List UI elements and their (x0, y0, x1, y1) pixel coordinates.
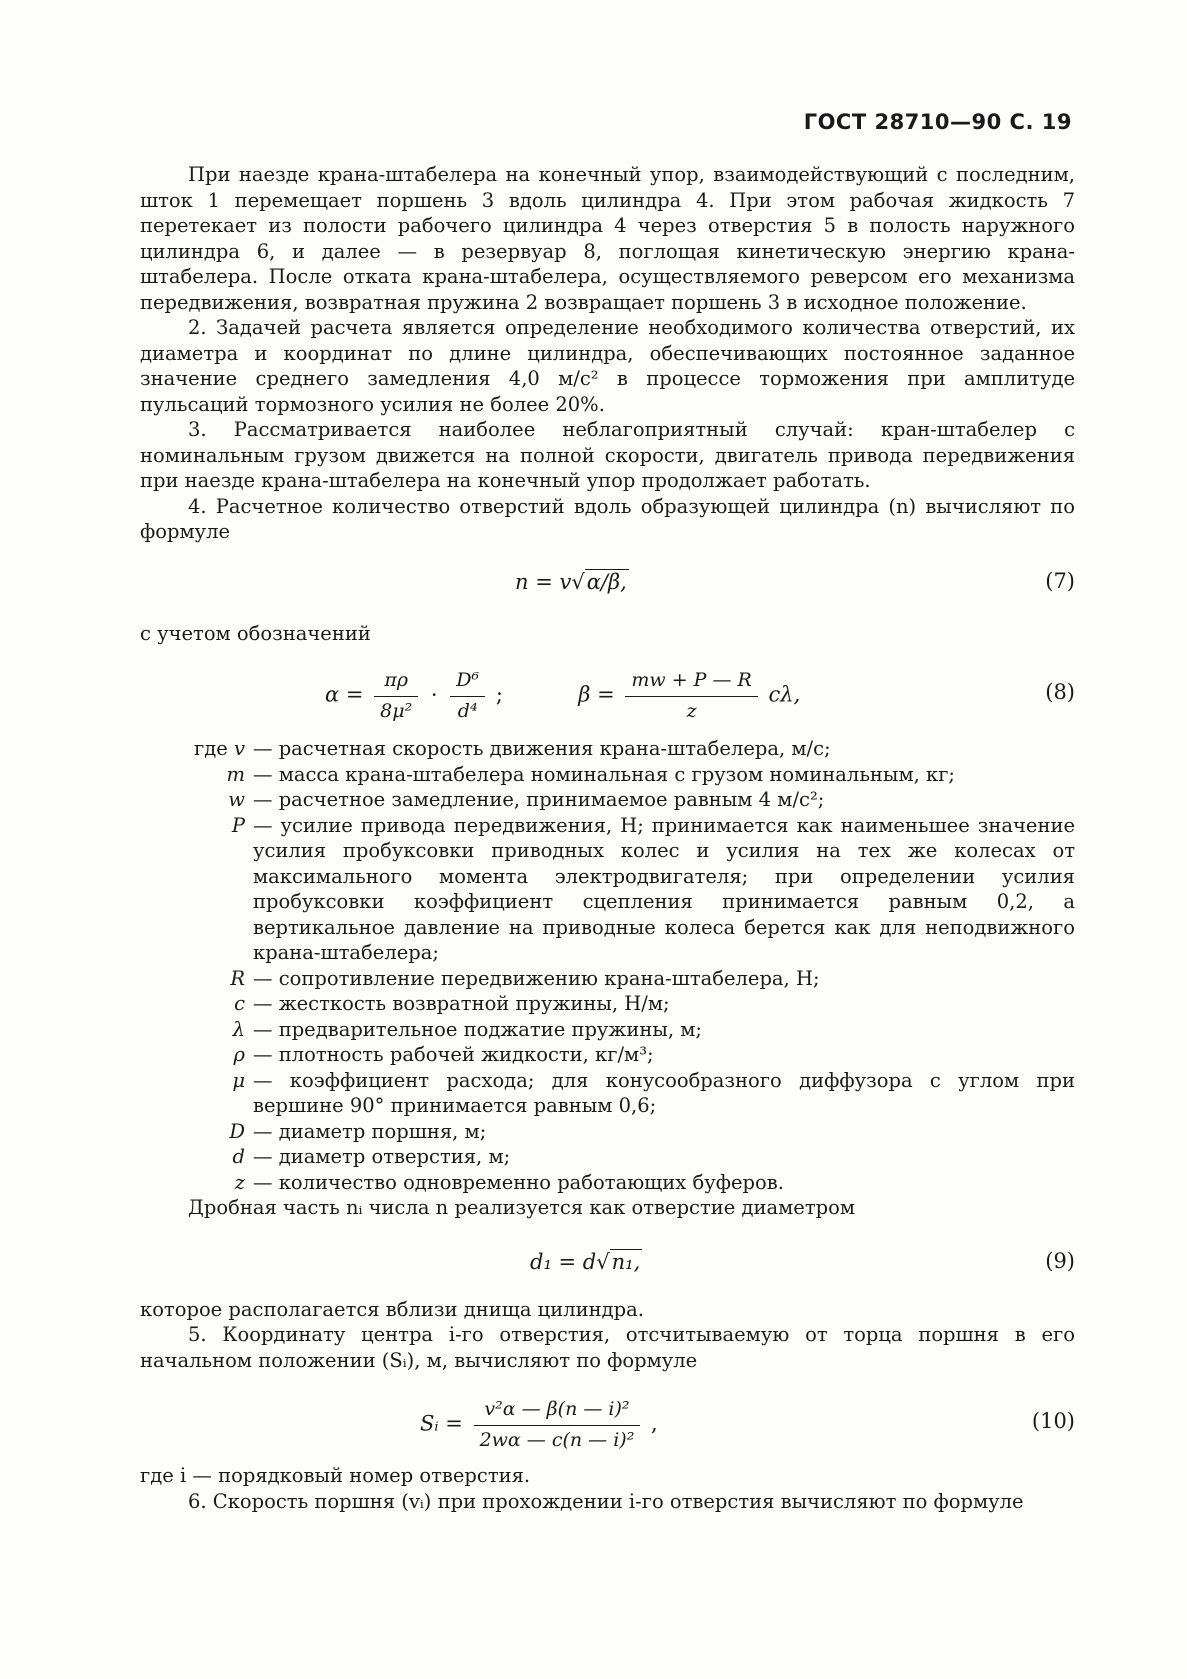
legend-description: — расчетная скорость движения крана-штабелера, м/с; (253, 737, 831, 760)
legend-symbol: w (228, 788, 245, 811)
formula-8-frac-1-num: πρ (374, 668, 418, 697)
legend-symbol: где v (194, 737, 245, 760)
formula-8-beta-tail: cλ, (768, 682, 801, 707)
legend-row (140, 1042, 1075, 1068)
legend-row (140, 966, 1075, 992)
legend-symbol: d (232, 1145, 245, 1168)
legend-symbol: D (229, 1119, 245, 1143)
legend-row (140, 787, 1075, 813)
legend-description: — коэффициент расхода; для конусообразного диффузора с углом при вершине 90° принимается равным 0,6; (253, 1068, 1075, 1117)
paragraph-2: 2. Задачей расчета является определение необходимого количества отверстий, их диаметра и координат по длине цилиндра, обеспечивающих постоянное заданное значение среднего замедления 4,0 м/с² в процессе торможения при амплитуде пульсаций тормозного усилия не более 20%. (140, 316, 1075, 416)
formula-8-frac-3-num: mw + P — R (625, 668, 757, 697)
legend-row (140, 1170, 1075, 1196)
legend-description: — усилие привода передвижения, Н; принимается как наименьшее значение усилия пробуксовки приводных колес и усилия на тех же колесах от максимального момента электродвигателя; при определении усилия пробуксовки коэффициент сцепления принимается равным 0,2, а вертикальное давление на приводные колеса берется как для неподвижного крана-штабелера; (253, 813, 1075, 964)
formula-10-num: v²α — β(n — i)² (474, 1397, 641, 1426)
formula-8-frac-1 (374, 668, 418, 724)
paragraph-3: 3. Рассматривается наиболее неблагоприятный случай: кран-штабелер с номинальным грузом движется на полной скорости, двигатель привода передвижения при наезде крана-штабелера на конечный упор продолжает работать. (140, 418, 1075, 492)
formula-8-frac-1-den: 8μ² (380, 699, 413, 722)
paragraph-4: 4. Расчетное количество отверстий вдоль образующей цилиндра (n) вычисляют по формуле (140, 494, 1075, 543)
legend-description: — количество одновременно работающих буферов. (253, 1170, 784, 1194)
formula-7-lhs: n = v (515, 569, 572, 594)
legend-description: — предварительное поджатие пружины, м; (253, 1017, 702, 1041)
formula-7-radicand: α/β, (586, 569, 627, 594)
legend-row (140, 736, 1075, 762)
formula-10-den: 2wα — c(n — i)² (479, 1428, 635, 1451)
legend-description: — диаметр отверстия, м; (253, 1145, 511, 1168)
legend-row (140, 991, 1075, 1017)
legend-symbol: λ (232, 1017, 245, 1041)
equation-number-10: (10) (1031, 1409, 1075, 1433)
paragraph-location: которое располагается вблизи днища цилиндра. (140, 1297, 644, 1321)
formula-8-separator: ; (495, 682, 503, 707)
formula-10-lhs: Sᵢ = (420, 1411, 463, 1436)
legend-symbol: μ (232, 1068, 245, 1092)
paragraph-index-note: где i — порядковый номер отверстия. (140, 1464, 531, 1487)
paragraph-fraction-part: Дробная часть nᵢ числа n реализуется как отверстие диаметром (188, 1196, 856, 1219)
formula-9-radicand: n₁, (611, 1249, 641, 1274)
legend-row (140, 762, 1075, 788)
formula-10 (140, 1391, 1075, 1453)
legend-symbol: c (234, 992, 245, 1015)
formula-9-lhs: d₁ = d (530, 1249, 597, 1274)
equation-number-9: (9) (1045, 1248, 1075, 1273)
paragraph-notation-intro: с учетом обозначений (140, 621, 371, 645)
formula-10-frac (474, 1397, 641, 1453)
legend-symbol: m (226, 762, 245, 786)
formula-8-alpha-lhs: α = (325, 682, 364, 707)
legend-symbol: R (230, 966, 245, 990)
paragraph-1: При наезде крана-штабелера на конечный упор, взаимодействующий с последним, шток 1 перемещает поршень 3 вдоль цилиндра 4. При этом рабочая жидкость 7 перетекает из полости рабочего цилиндра 4 через отверстия 5 в полость наружного цилиндра 6, и далее — в резервуар 8, поглощая кинетическую энергию крана-штабелера. После отката крана-штабелера, осуществляемого реверсом его механизма передвижения, возвратная пружина 2 возвращает поршень 3 в исходное положение. (140, 163, 1075, 314)
notation-legend (140, 736, 1075, 1195)
legend-description: — плотность рабочей жидкости, кг/м³; (253, 1043, 654, 1066)
legend-symbol: P (231, 813, 245, 837)
formula-9: d₁ = d√n₁, (9) (530, 1248, 1075, 1274)
formula-10-tail: , (651, 1411, 658, 1436)
legend-row (140, 813, 1075, 966)
formula-7: n = v√α/β, (7) (515, 568, 1075, 594)
legend-row (140, 1144, 1075, 1170)
legend-description: — жесткость возвратной пружины, Н/м; (253, 992, 670, 1015)
formula-8-frac-2-den: d⁴ (457, 699, 478, 722)
document-body (140, 162, 1075, 1514)
legend-row (140, 1068, 1075, 1119)
formula-8-frac-2 (450, 668, 485, 724)
formula-8-frac-3-den: z (686, 699, 697, 722)
legend-description: — сопротивление передвижению крана-штабелера, Н; (253, 966, 820, 990)
legend-symbol: z (234, 1170, 245, 1194)
page-header: ГОСТ 28710—90 С. 19 (803, 110, 1072, 134)
legend-symbol: ρ (233, 1043, 245, 1066)
formula-8-frac-2-num: D⁶ (450, 668, 485, 697)
legend-row (140, 1119, 1075, 1145)
legend-description: — масса крана-штабелера номинальная с грузом номинальным, кг; (253, 762, 955, 786)
equation-number-8: (8) (1045, 680, 1075, 704)
legend-description: — расчетное замедление, принимаемое равным 4 м/с²; (253, 788, 825, 811)
paragraph-6: 6. Скорость поршня (vᵢ) при прохождении i-го отверстия вычисляют по формуле (188, 1489, 1024, 1513)
formula-8-frac-3 (625, 668, 757, 724)
equation-number-7: (7) (1045, 568, 1075, 593)
legend-description: — диаметр поршня, м; (253, 1119, 487, 1143)
paragraph-5: 5. Координату центра i-го отверстия, отсчитываемую от торца поршня в его начальном положении (Sᵢ), м, вычисляют по формуле (140, 1323, 1075, 1372)
legend-row (140, 1017, 1075, 1043)
formula-8: α = $\frac{\pi\rho}{\text{8μ²}}$ · $\frac{\text{D⁶}}{\text{d⁴}}$ ; β = $\frac{mw + P — R}{z}$ cλ, (8) (140, 664, 1075, 726)
formula-8-beta-lhs: β = (578, 682, 615, 707)
